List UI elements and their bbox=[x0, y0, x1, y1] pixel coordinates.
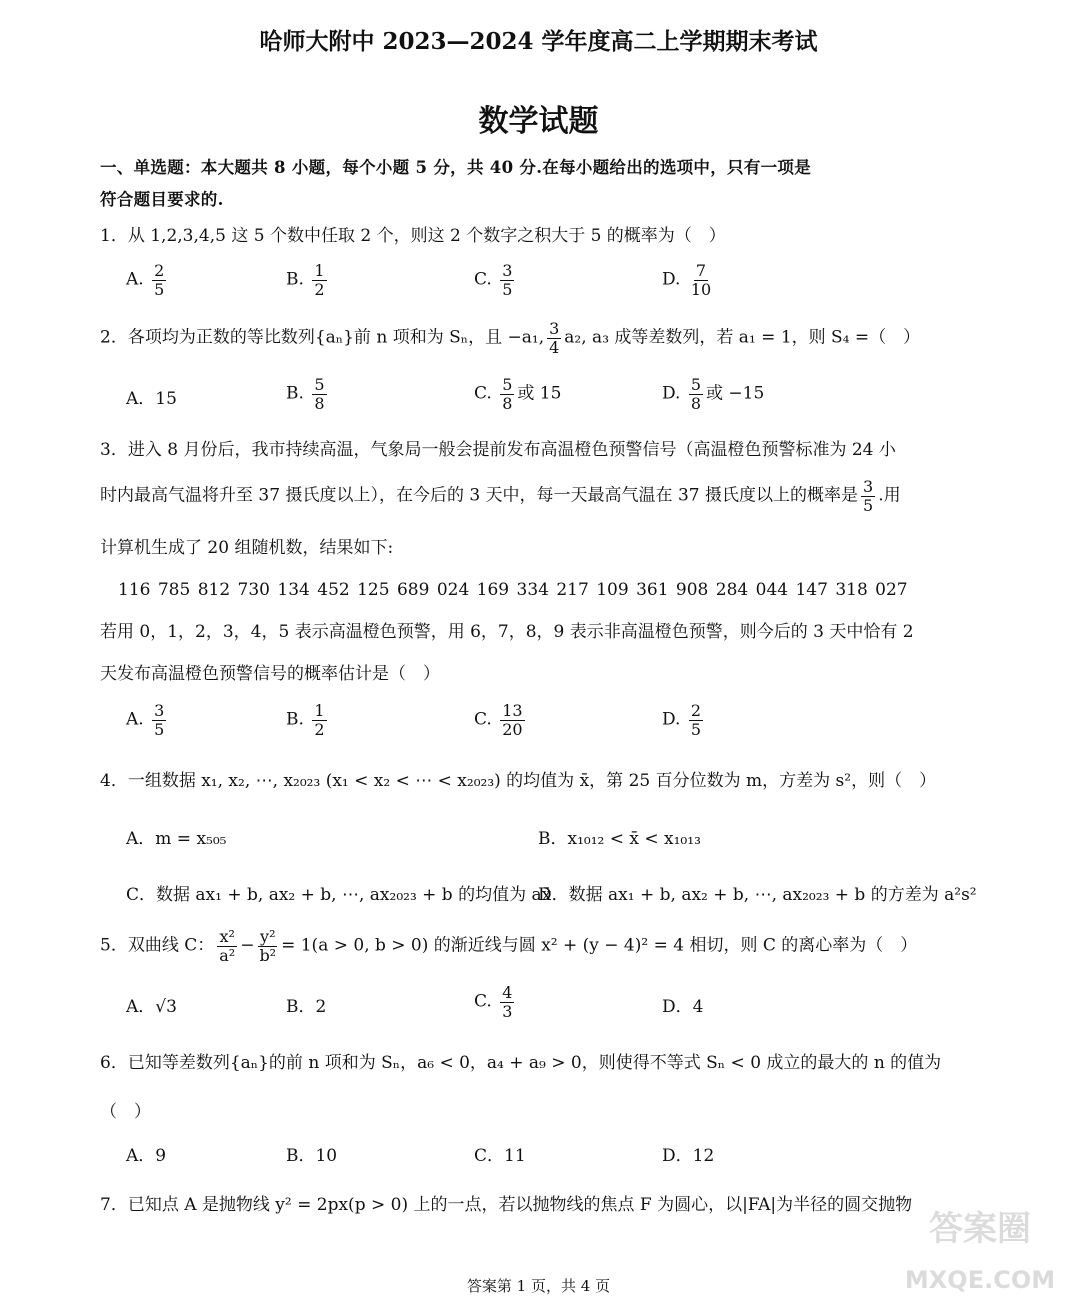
q2-option-d: D. $\frac{5}{8}$ 或 −15 bbox=[662, 375, 765, 413]
question-7-line1: 7．已知点 A 是抛物线 y² = 2px(p > 0) 上的一点，若以抛物线的焦点 F 为圆心，以|FA|为半径的圆交抛物 bbox=[100, 1195, 913, 1215]
question-6-line1: 6．已知等差数列{aₙ}的前 n 项和为 Sₙ，a₆ < 0，a₄ + a₉ > 0，则使得不等式 Sₙ < 0 成立的最大的 n 的值为 bbox=[100, 1053, 942, 1073]
q1-option-c: C. $\frac{3}{5}$ bbox=[474, 261, 513, 299]
question-6-line2: （ ） bbox=[100, 1102, 151, 1122]
q6-option-a: A．9 bbox=[126, 1146, 167, 1166]
q6-option-d: D．12 bbox=[662, 1146, 715, 1166]
q2-option-a: A．15 bbox=[126, 389, 177, 409]
exam-subtitle: 数学试题 bbox=[478, 104, 599, 139]
q3-option-d: D. $\frac{2}{5}$ bbox=[662, 701, 702, 739]
q5-option-a: A．√3 bbox=[126, 997, 177, 1017]
q4-option-b: B．x₁₀₁₂ < x̄ < x₁₀₁₃ bbox=[538, 829, 701, 849]
question-1-stem: 1．从 1,2,3,4,5 这 5 个数中任取 2 个，则这 2 个数字之积大于 5 的概率为（ ） bbox=[100, 226, 726, 246]
q1-option-a: A. $\frac{2}{5}$ bbox=[126, 261, 165, 299]
q5-option-b: B．2 bbox=[286, 997, 327, 1017]
q6-option-c: C．11 bbox=[474, 1146, 526, 1166]
watermark-text-cn: 答案圈 bbox=[929, 1209, 1031, 1249]
question-3-line6: 天发布高温橙色预警信号的概率估计是（ ） bbox=[100, 664, 440, 684]
q4-option-d: D．数据 ax₁ + b, ax₂ + b, ⋯, ax₂₀₂₃ + b 的方差为 a²s² bbox=[538, 885, 977, 905]
q5-option-c: C. $\frac{4}{3}$ bbox=[474, 983, 513, 1021]
q1-option-b: B. $\frac{1}{2}$ bbox=[286, 261, 325, 299]
question-3-line1: 3．进入 8 月份后，我市持续高温，气象局一般会提前发布高温橙色预警信号（高温橙色预警标准为 24 小 bbox=[100, 440, 896, 460]
watermark-text-en: MXQE.COM bbox=[905, 1266, 1055, 1294]
q1-option-d: D. $\frac{7}{10}$ bbox=[662, 261, 712, 299]
q3-option-a: A. $\frac{3}{5}$ bbox=[126, 701, 165, 739]
question-3-line5: 若用 0，1，2，3，4，5 表示高温橙色预警，用 6，7，8，9 表示非高温橙色预警，则今后的 3 天中恰有 2 bbox=[100, 622, 914, 642]
random-numbers: 116 785 812 730 134 452 125 689 024 169 334 217 109 361 908 284 044 147 318 027 bbox=[118, 580, 908, 600]
q6-option-b: B．10 bbox=[286, 1146, 338, 1166]
q3-option-c: C. $\frac{13}{20}$ bbox=[474, 701, 523, 739]
q2-option-b: B. $\frac{5}{8}$ bbox=[286, 375, 325, 413]
section-heading-line1: 一、单选题：本大题共 8 小题，每个小题 5 分，共 40 分.在每小题给出的选项中，只有一项是 bbox=[100, 158, 812, 177]
question-2-stem: 2．各项均为正数的等比数列{aₙ}前 n 项和为 Sₙ，且 −a₁, $\frac{3}{4}$ a₂, a₃ 成等差数列，若 a₁ = 1，则 S₄ =（ ） bbox=[100, 319, 921, 357]
q4-option-c: C．数据 ax₁ + b, ax₂ + b, ⋯, ax₂₀₂₃ + b 的均值为 ax̄ bbox=[126, 885, 552, 905]
q5-option-d: D．4 bbox=[662, 997, 704, 1017]
question-3-line3: 计算机生成了 20 组随机数，结果如下: bbox=[100, 538, 394, 558]
question-4-stem: 4．一组数据 x₁, x₂, ⋯, x₂₀₂₃ (x₁ < x₂ < ⋯ < x₂₀₂₃) 的均值为 x̄，第 25 百分位数为 m，方差为 s²，则（ ） bbox=[100, 771, 937, 791]
q2-option-c: C. $\frac{5}{8}$ 或 15 bbox=[474, 375, 562, 413]
question-5-stem: 5．双曲线 C： $\frac{\text{x²}}{\text{a²}}$ − $\frac{\text{y²}}{\text{b²}}$ = 1(a > 0, b > 0) 的渐近线与圆 x² + (y − 4)² = 4 相切，则 C 的离心率为（ ） bbox=[100, 927, 918, 965]
q4-option-a: A．m = x₅₀₅ bbox=[126, 829, 227, 849]
page-footer: 答案第 1 页，共 4 页 bbox=[466, 1277, 611, 1295]
q3-option-b: B. $\frac{1}{2}$ bbox=[286, 701, 325, 739]
exam-title: 哈师大附中 2023—2024 学年度高二上学期期末考试 bbox=[259, 28, 818, 55]
section-heading-line2: 符合题目要求的. bbox=[100, 190, 224, 209]
question-3-line2: 时内最高气温将升至 37 摄氏度以上），在今后的 3 天中，每一天最高气温在 37 摄氏度以上的概率是 $\frac{3}{5}$ .用 bbox=[100, 477, 901, 515]
